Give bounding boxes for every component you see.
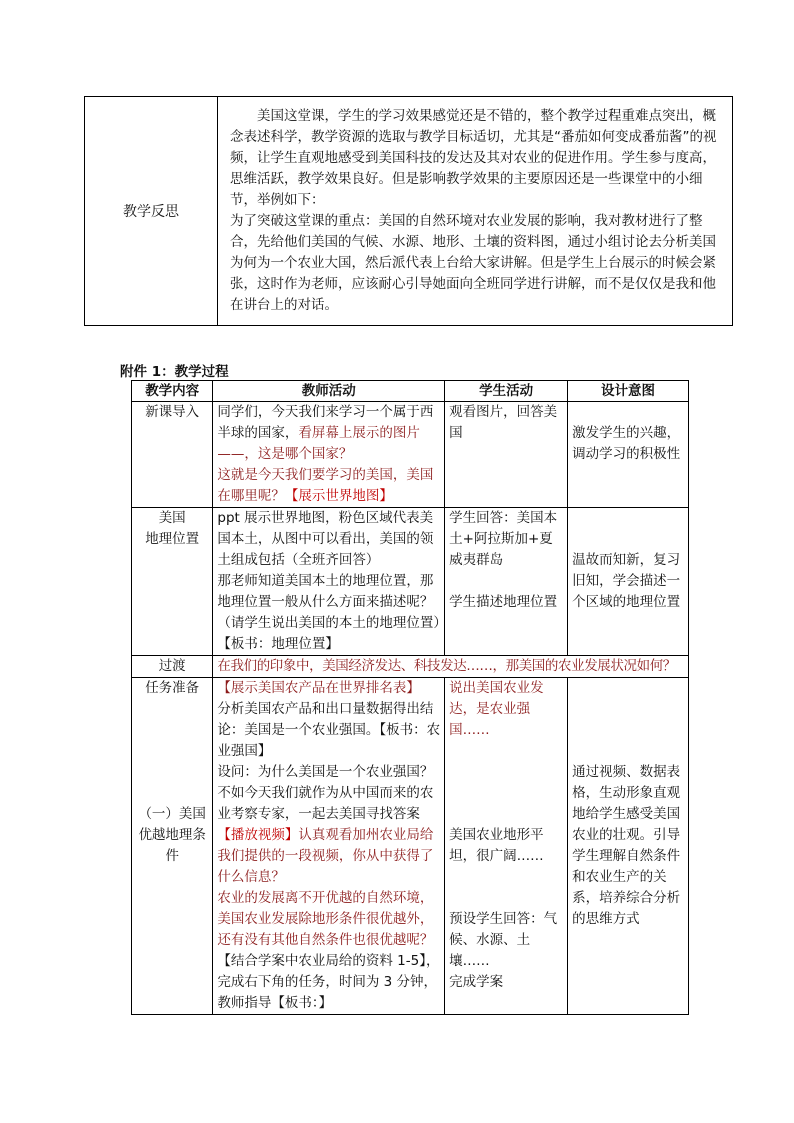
student-text: 完成学案 [449, 974, 504, 990]
cell-intent-task [568, 678, 689, 1015]
appendix-caption: 附件 1：教学过程 [120, 364, 229, 380]
cell-student-task [445, 678, 568, 1015]
cell-content-location [132, 508, 213, 656]
header-content: 教学内容 [132, 381, 213, 402]
cell-teacher-intro [213, 402, 445, 508]
teacher-text: 【结合学案中农业局给的资料 1-5】，完成右下角的任务，时间为 3 分钟，教师指导【板书：】 [217, 953, 440, 1011]
content-text: 美国 [158, 510, 186, 526]
teacher-text: 同学们，今天我们来学习一个属于西半球的国家， [217, 404, 434, 441]
cell-teacher-transition: 在我们的印象中，美国经济发达、科技发达……，那美国的农业发展状况如何？ [213, 656, 689, 678]
student-text: 美国农业地形平坦，很广阔…… [449, 827, 544, 864]
teacher-text-highlight: 这就是今天我们要学习的美国，美国在哪里呢？ [217, 467, 434, 504]
content-text: 地理位置 [145, 531, 200, 547]
teacher-text-highlight: 看屏幕上展示的图片——，这是哪个国家？ [217, 425, 420, 462]
teacher-text-highlight [217, 465, 440, 507]
intent-text: 通过视频、数据表格，生动形象直观地给学生感受美国农业的壮观。引导学生理解自然条件和农业生产的关系，培养综合分析的思维方式 [572, 764, 681, 927]
student-text-highlight: 说出美国农业发达，是农业强国…… [449, 680, 544, 738]
content-text: （一）美国优越地理条件 [138, 806, 206, 864]
cell-intent-location [568, 508, 689, 656]
teacher-text-highlight: 认真观看加州农业局给我们提供的一段视频，你从中获得了什么信息？ [217, 827, 434, 885]
cell-content-task [132, 678, 213, 1015]
student-text: 预设学生回答：气候、水源、土壤…… [449, 911, 558, 969]
student-text: 学生描述地理位置 [449, 594, 558, 610]
cell-student-intro: 观看图片，回答美国 [445, 402, 568, 508]
cell-intent-intro [568, 402, 689, 508]
teaching-process-table [131, 380, 689, 1015]
table-header-row [132, 381, 689, 402]
header-student: 学生活动 [445, 381, 568, 402]
teacher-text-highlight: 【播放视频】 [217, 827, 299, 843]
teacher-text-highlight: 农业的发展离不开优越的自然环境，美国农业发展除地形条件很优越外，还有没有其他自然条件也很优越呢？ [217, 890, 434, 948]
reflection-table [84, 96, 733, 326]
teacher-text: 那老师知道美国本土的地理位置，那地理位置一般从什么方面来描述呢？（请学生说出美国的本土的地理位置）【板书：地理位置】 [217, 573, 441, 652]
reflection-label: 教学反思 [85, 97, 218, 326]
content-text: 任务准备 [145, 680, 200, 696]
cell-teacher-task [213, 678, 445, 1015]
table-row [132, 508, 689, 656]
cell-student-location [445, 508, 568, 656]
header-teacher: 教师活动 [213, 381, 445, 402]
header-intent: 设计意图 [568, 381, 689, 402]
teacher-text: ppt 展示世界地图，粉色区域代表美国本土，从图中可以看出，美国的领土组成包括（全班齐回答） [217, 510, 434, 568]
teacher-text-highlight: 【展示美国农产品在世界排名表】 [217, 680, 420, 696]
reflection-paragraph-2: 为了突破这堂课的重点：美国的自然环境对农业发展的影响，我对教材进行了整合，先给他们美国的气候、水源、地形、土壤的资料图，通过小组讨论去分析美国为何为一个农业大国，然后派代表上台给大家讲解。但是学生上台展示的时候会紧张，这时作为老师，应该耐心引导她面向全班同学进行讲解，而不是仅仅是我和他在讲台上的对话。 [230, 213, 716, 313]
cell-content-intro: 新课导入 [132, 402, 213, 508]
cell-content-transition: 过渡 [132, 656, 213, 678]
table-row [132, 402, 689, 508]
intent-text: 激发学生的兴趣，调动学习的积极性 [572, 425, 681, 462]
reflection-paragraph-1: 美国这堂课，学生的学习效果感觉还是不错的，整个教学过程重难点突出，概念表述科学，教学资源的选取与教学目标适切，尤其是“番茄如何变成番茄酱”的视频，让学生直观地感受到美国科技的发达及其对农业的促进作用。学生参与度高，思维活跃，教学效果良好。但是影响教学效果的主要原因还是一些课堂中的小细节，举例如下： [230, 108, 717, 208]
cell-teacher-location [213, 508, 445, 656]
teacher-text-highlight: 【展示世界地图】 [284, 488, 393, 504]
intent-text: 温故而知新，复习旧知，学会描述一个区域的地理位置 [572, 552, 681, 610]
teacher-text: 设问：为什么美国是一个农业强国？不如今天我们就作为从中国而来的农业考察专家，一起去美国寻找答案 [217, 764, 434, 822]
table-row [132, 678, 689, 1015]
teacher-text: 分析美国农产品和出口量数据得出结论：美国是一个农业强国。【板书：农业强国】 [217, 701, 441, 759]
reflection-body [218, 97, 733, 326]
table-row [132, 656, 689, 678]
student-text: 学生回答：美国本土+阿拉斯加+夏威夷群岛 [449, 510, 558, 568]
